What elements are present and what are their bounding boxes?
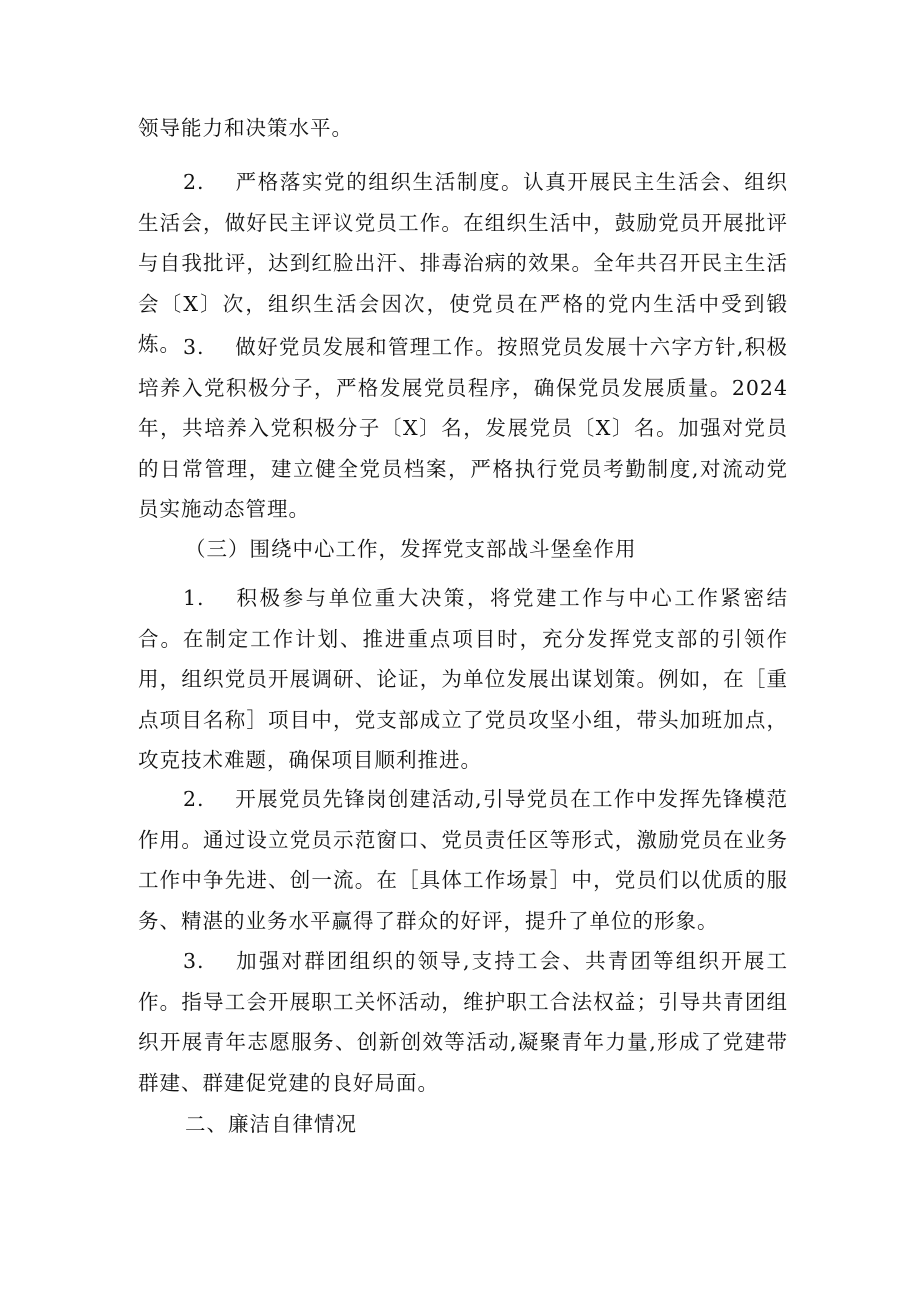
item-number: 2. <box>183 787 205 811</box>
paragraph-text: 开展党员先锋岗创建活动,引导党员在工作中发挥先锋模范作用。通过设立党员示范窗口、党员责任区等形式，激励党员在业务工作中争先进、创一流。在［具体工作场景］中，党员们以优质的服务、精湛的业务水平赢得了群众的好评，提升了单位的形象。 <box>138 787 788 933</box>
item-number: 2. <box>183 170 205 194</box>
paragraph-text: 积极参与单位重大决策，将党建工作与中心工作紧密结合。在制定工作计划、推进重点项目时，充分发挥党支部的引领作用，组织党员开展调研、论证，为单位发展出谋划策。例如，在［重点项目名称］项目中，党支部成立了党员攻坚小组，带头加班加点，攻克技术难题，确保项目顺利推进。 <box>138 586 788 773</box>
item-number: 3. <box>183 949 205 973</box>
paragraph-item-2-vanguard <box>138 779 788 941</box>
paragraph-item-3-member-development <box>138 327 788 530</box>
paragraph-text: 做好党员发展和管理工作。按照党员发展十六字方针,积极培养入党积极分子，严格发展党员程序，确保党员发展质量。2024年，共培养入党积极分子〔X〕名，发展党员〔X〕名。加强对党员的日常管理，建立健全党员档案，严格执行党员考勤制度,对流动党员实施动态管理。 <box>138 335 788 522</box>
paragraph-item-3-mass-organizations <box>138 941 788 1103</box>
paragraph-text: 领导能力和决策水平。 <box>138 116 353 140</box>
paragraph-continuation <box>138 108 788 149</box>
paragraph-item-1-decision <box>138 578 788 781</box>
paragraph-text: 加强对群团组织的领导,支持工会、共青团等组织开展工作。指导工会开展职工关怀活动，维护职工合法权益；引导共青团组织开展青年志愿服务、创新创效等活动,凝聚青年力量,形成了党建带群建、群建促党建的良好局面。 <box>138 949 788 1095</box>
item-number: 1. <box>183 586 205 610</box>
section-heading-2: 二、廉洁自律情况 <box>185 1112 357 1136</box>
section-heading-3: （三）围绕中心工作，发挥党支部战斗堡垒作用 <box>185 537 637 561</box>
item-number: 3. <box>183 335 205 359</box>
paragraph-text: 严格落实党的组织生活制度。认真开展民主生活会、组织生活会，做好民主评议党员工作。在组织生活中，鼓励党员开展批评与自我批评，达到红脸出汗、排毒治病的效果。全年共召开民主生活会〔X〕次，组织生活会因次，使党员在严格的党内生活中受到锻炼。 <box>138 170 788 357</box>
